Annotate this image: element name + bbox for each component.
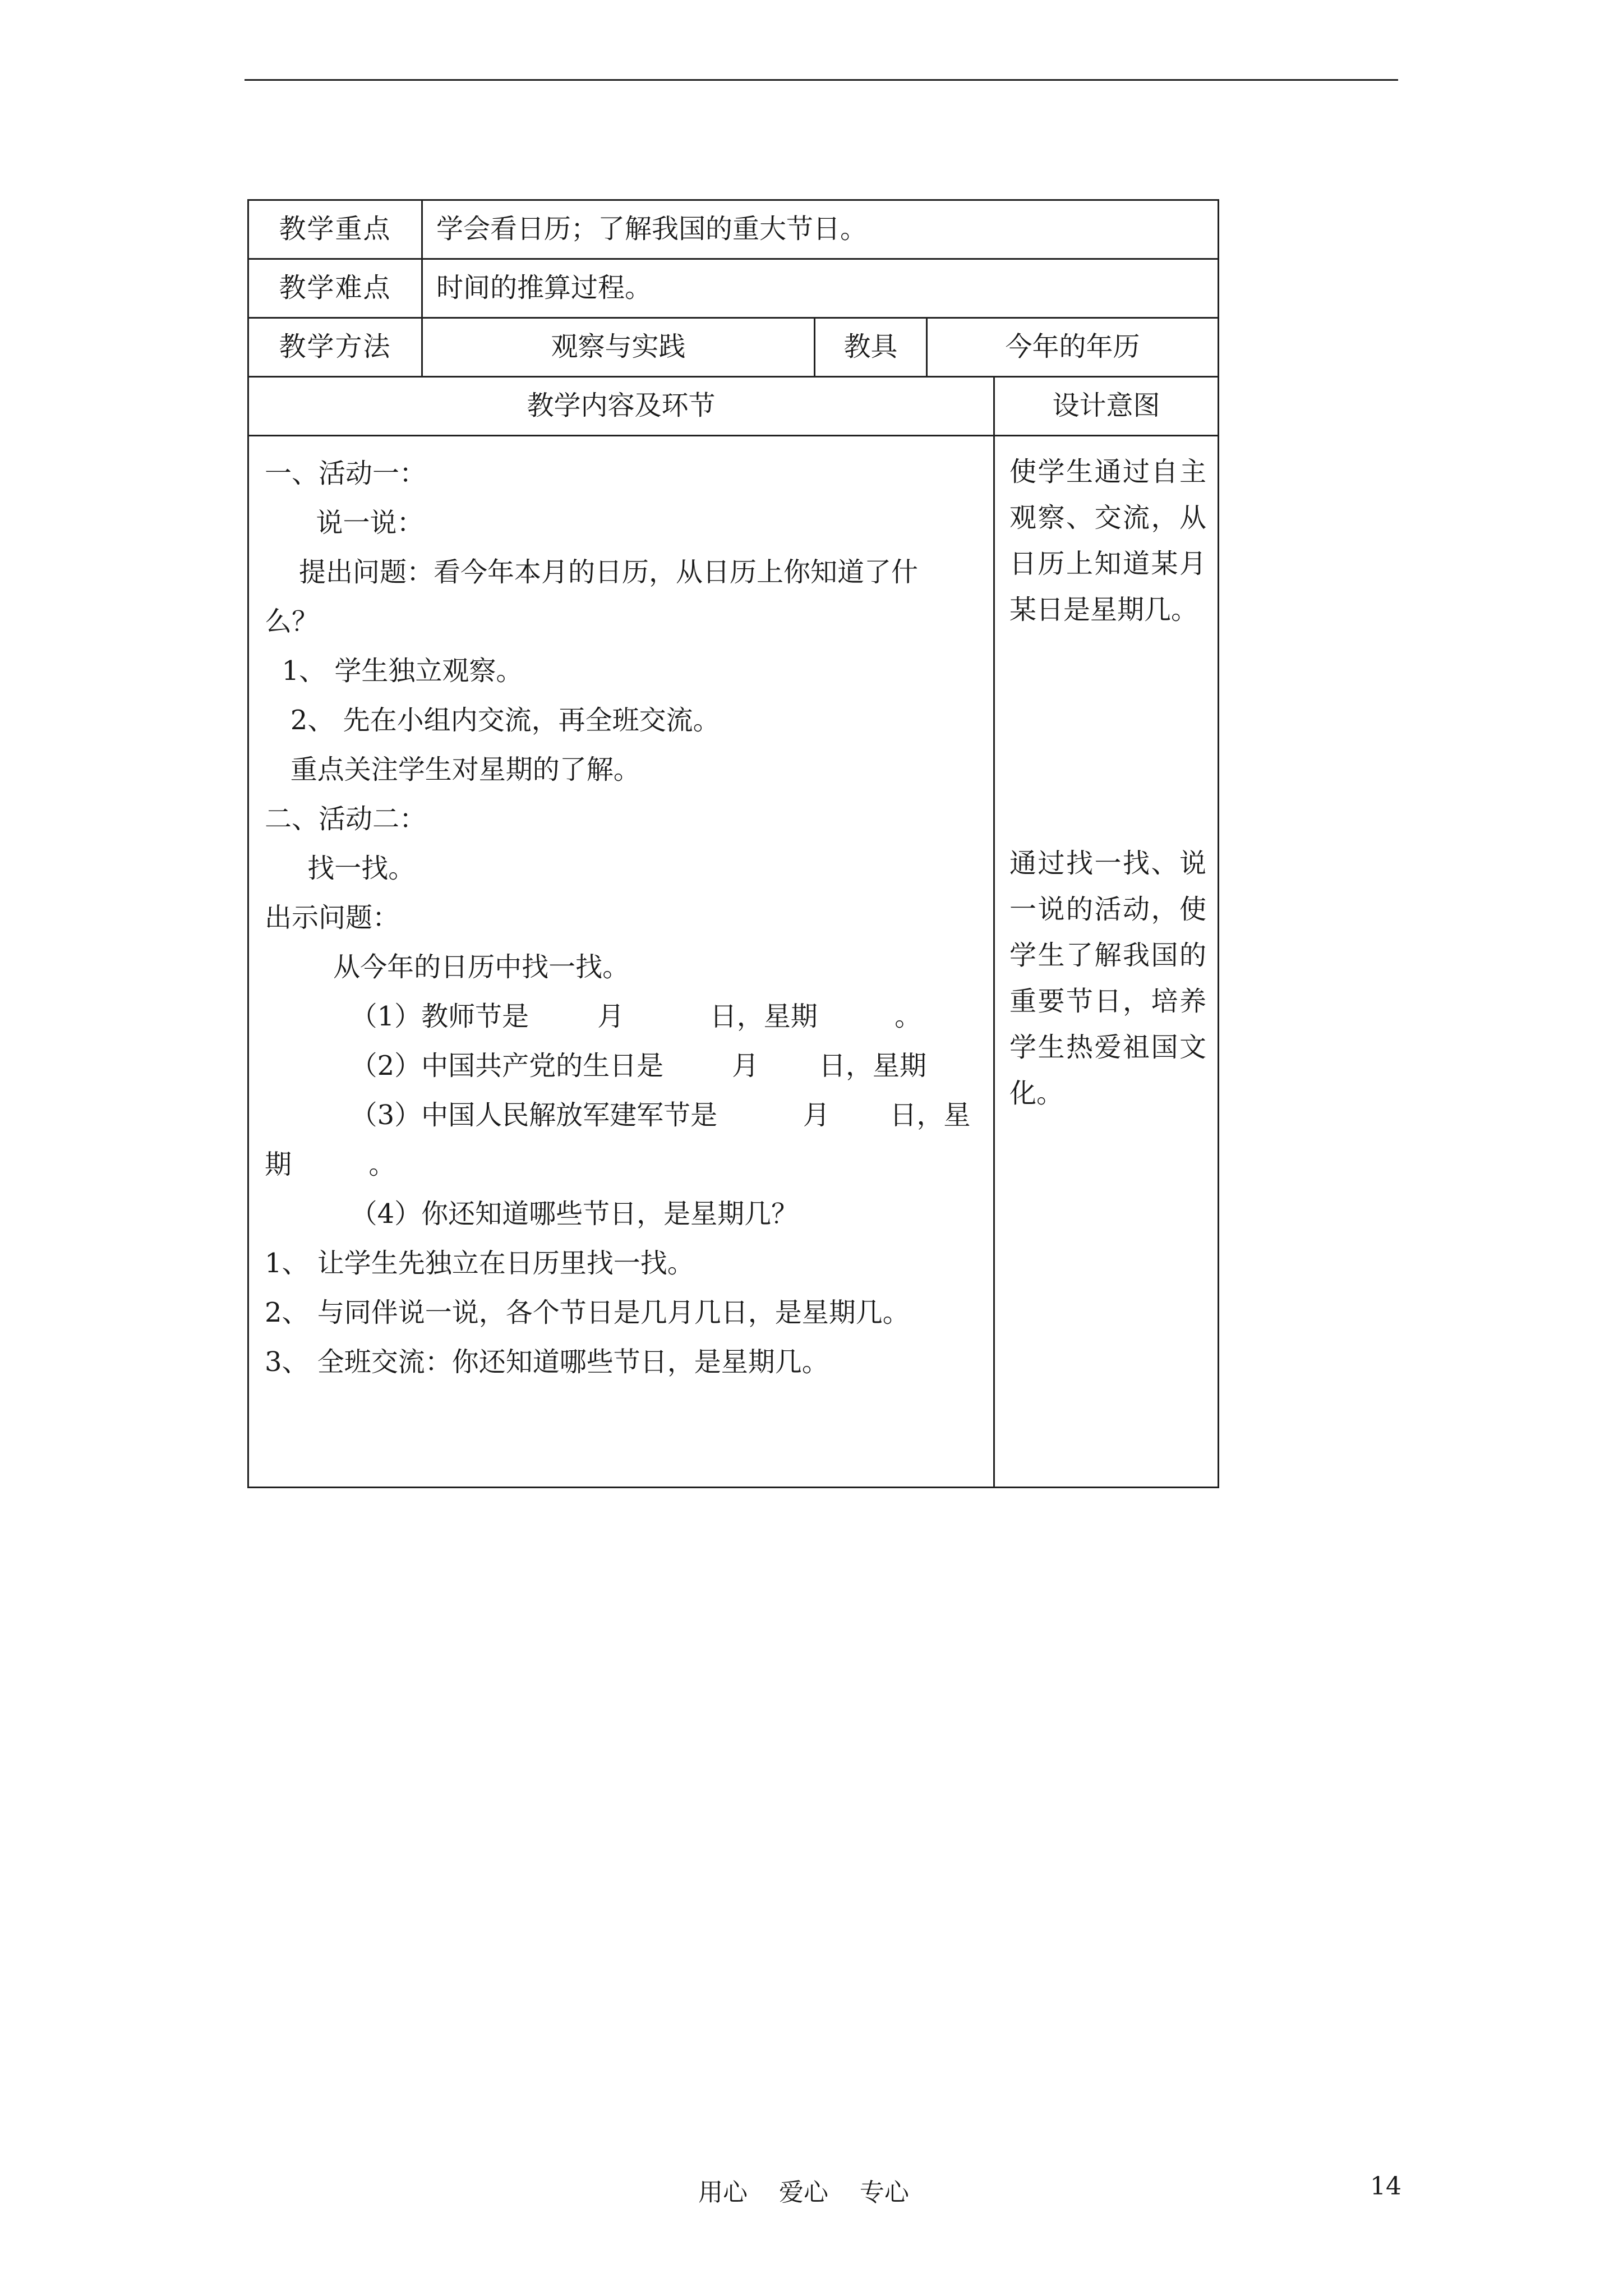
content-line: 从今年的日历中找一找。 <box>265 951 630 983</box>
difficulty-row <box>248 259 1219 318</box>
content-line: （2）中国共产党的生日是 月 日，星期 <box>265 1050 926 1082</box>
content-line: 么？ <box>265 606 319 637</box>
content-line: 2、 与同伴说一说，各个节日是几月几日，是星期几。 <box>265 1297 910 1328</box>
content-line: 1、 学生独立观察。 <box>265 655 523 687</box>
intent-paragraph-2: 通过找一找、说一说的活动，使学生了解我国的重要节日，培养学生热爱祖国文化。 <box>1009 848 1207 1109</box>
content-line: 3、 全班交流：你还知道哪些节日，是星期几。 <box>265 1346 829 1378</box>
content-line: 1、 让学生先独立在日历里找一找。 <box>265 1248 694 1279</box>
content-line: 二、活动二： <box>265 803 427 835</box>
footer-slogan: 用心 爱心 专心 <box>698 2178 909 2207</box>
content-line: （1）教师节是 月 日，星期 。 <box>265 1001 922 1032</box>
page-number: 14 <box>1370 2172 1401 2201</box>
intent-paragraph-1: 使学生通过自主观察、交流，从日历上知道某月某日是星期几。 <box>1009 456 1207 625</box>
content-line: 找一找。 <box>265 853 416 884</box>
intent-header: 设计意图 <box>994 377 1219 436</box>
lesson-plan-table <box>247 199 1219 1488</box>
content-line: 说一说： <box>265 507 424 539</box>
content-line: 期 。 <box>265 1149 396 1180</box>
difficulty-label: 教学难点 <box>248 259 422 318</box>
content-line: 提出问题：看今年本月的日历，从日历上你知道了什 <box>265 556 919 588</box>
content-line: （4）你还知道哪些节日，是星期几？ <box>265 1198 799 1230</box>
section-header-row <box>248 377 1219 436</box>
design-intent <box>994 436 1219 1488</box>
body-row <box>248 436 1219 1488</box>
header-rule <box>245 79 1398 81</box>
key-point-row <box>248 200 1219 259</box>
content-line: 一、活动一： <box>265 458 427 489</box>
content-line: 重点关注学生对星期的了解。 <box>265 754 640 785</box>
tools-value: 今年的年历 <box>927 318 1219 377</box>
method-row <box>248 318 1219 377</box>
teaching-content <box>248 436 994 1488</box>
method-label: 教学方法 <box>248 318 422 377</box>
content-header: 教学内容及环节 <box>248 377 994 436</box>
difficulty-value: 时间的推算过程。 <box>422 259 1219 318</box>
key-point-label: 教学重点 <box>248 200 422 259</box>
key-point-value: 学会看日历；了解我国的重大节日。 <box>422 200 1219 259</box>
tools-label: 教具 <box>815 318 927 377</box>
content-line: 2、 先在小组内交流，再全班交流。 <box>265 705 720 736</box>
method-value: 观察与实践 <box>422 318 815 377</box>
content-line: （3）中国人民解放军建军节是 月 日，星 <box>265 1099 971 1131</box>
content-line: 出示问题： <box>265 902 400 933</box>
